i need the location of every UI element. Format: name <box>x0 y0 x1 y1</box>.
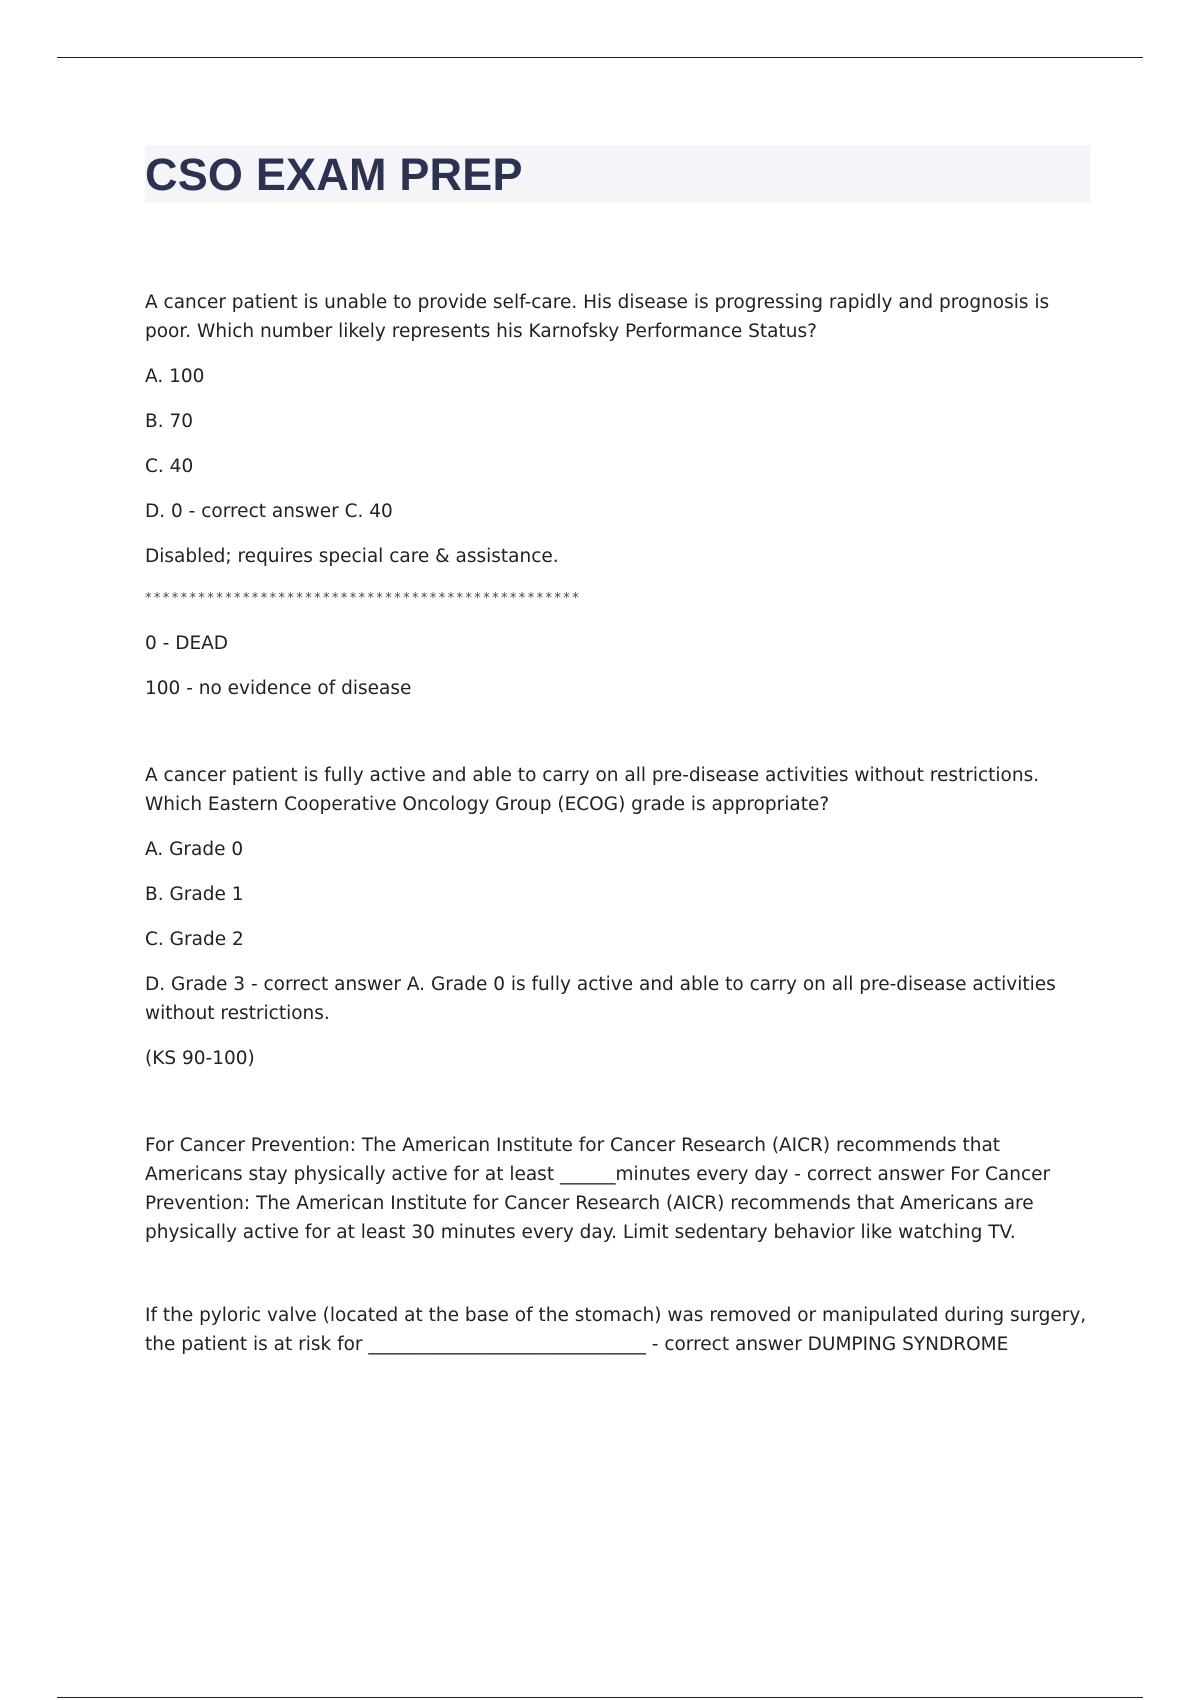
asterisk-separator: ************************************************* <box>145 591 582 606</box>
question-stem: If the pyloric valve (located at the base of the stomach) was removed or manipulated during surgery, the patient is at risk for ______________________________ - correct answer DUMPING SYNDROME <box>145 1305 1087 1355</box>
question-block-1 <box>145 288 1090 703</box>
question-block-2 <box>145 761 1090 1073</box>
explanation-note: Disabled; requires special care & assistance. <box>145 546 559 567</box>
document-body <box>145 145 1090 1375</box>
answer-option: A. Grade 0 <box>145 839 244 860</box>
answer-option: C. Grade 2 <box>145 929 244 950</box>
question-block-3 <box>145 1131 1090 1247</box>
answer-option: B. 70 <box>145 411 193 432</box>
answer-option: C. 40 <box>145 456 194 477</box>
question-stem: For Cancer Prevention: The American Institute for Cancer Research (AICR) recommends that Americans stay physically active for at least ______minutes every day - correct answer For Cancer Prevention: The American Institute for Cancer Research (AICR) recommends that Americans are physically active for at least 30 minutes every day. Limit sedentary behavior like watching TV. <box>145 1135 1051 1243</box>
explanation-note: 0 - DEAD <box>145 633 229 654</box>
answer-option: B. Grade 1 <box>145 884 244 905</box>
answer-option: D. Grade 3 - correct answer A. Grade 0 is fully active and able to carry on all pre-disease activities without restrictions. <box>145 974 1056 1024</box>
answer-option: A. 100 <box>145 366 205 387</box>
document-title: CSO EXAM PREP <box>145 148 523 200</box>
explanation-note: (KS 90-100) <box>145 1048 255 1069</box>
top-rule <box>57 57 1143 58</box>
question-stem: A cancer patient is fully active and able to carry on all pre-disease activities without restrictions. Which Eastern Cooperative Oncology Group (ECOG) grade is appropriate? <box>145 765 1040 815</box>
explanation-note: 100 - no evidence of disease <box>145 678 412 699</box>
question-block-4 <box>145 1301 1090 1359</box>
answer-option: D. 0 - correct answer C. 40 <box>145 501 393 522</box>
title-band <box>145 145 1090 203</box>
question-stem: A cancer patient is unable to provide self-care. His disease is progressing rapidly and prognosis is poor. Which number likely represents his Karnofsky Performance Status? <box>145 292 1050 342</box>
bottom-rule <box>57 1697 1143 1698</box>
